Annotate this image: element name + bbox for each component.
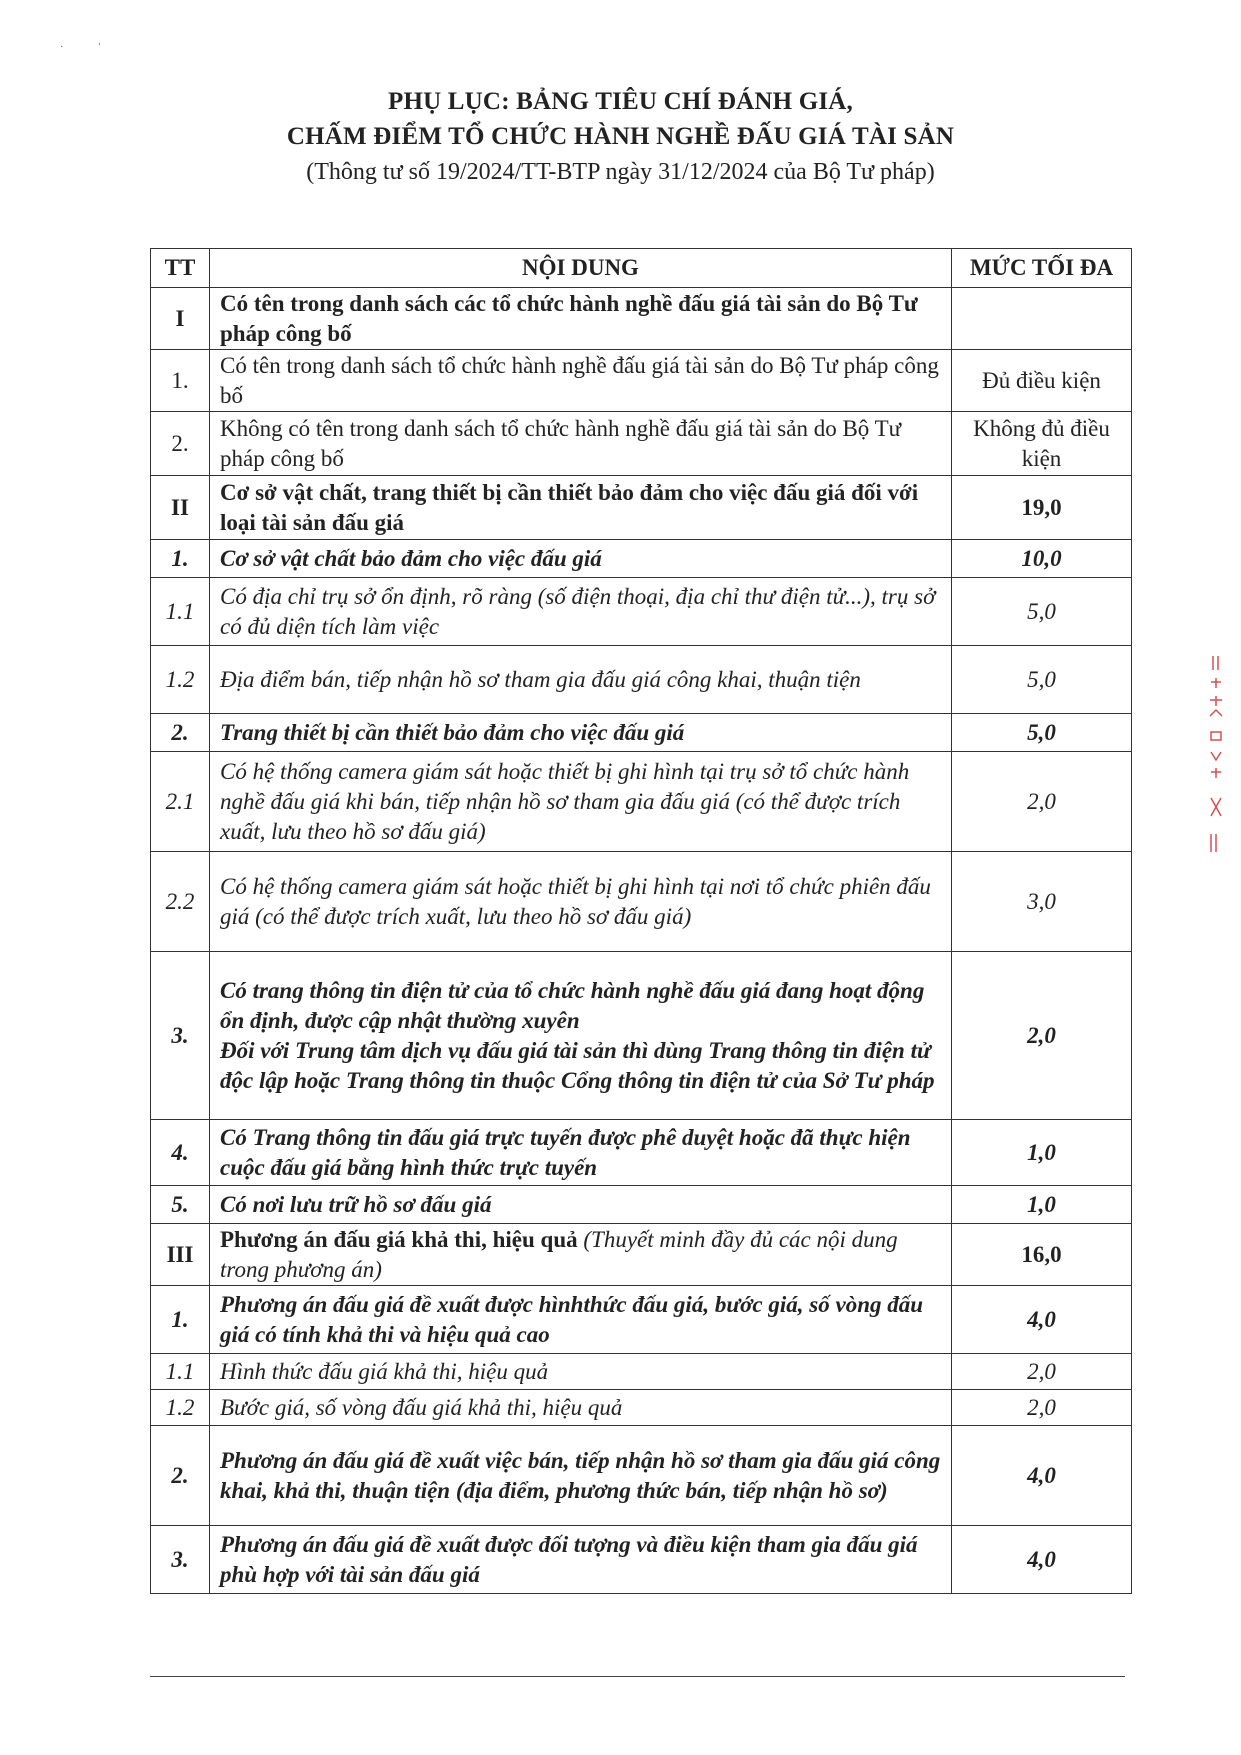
- cell-tt: III: [151, 1224, 210, 1286]
- cell-content: Không có tên trong danh sách tổ chức hành nghề đấu giá tài sản do Bộ Tư pháp công bố: [210, 412, 952, 476]
- cell-max: 4,0: [952, 1426, 1132, 1526]
- cell-content: Có Trang thông tin đấu giá trực tuyến được phê duyệt hoặc đã thực hiện cuộc đấu giá bằng hình thức trực tuyến: [210, 1120, 952, 1186]
- cell-content: Có hệ thống camera giám sát hoặc thiết bị ghi hình tại nơi tổ chức phiên đấu giá (có thể được trích xuất, lưu theo hồ sơ đấu giá): [210, 852, 952, 952]
- table-row: [151, 1390, 1132, 1426]
- cell-max: 16,0: [952, 1224, 1132, 1286]
- table-row: [151, 852, 1132, 952]
- cell-max: 2,0: [952, 752, 1132, 852]
- cell-max: 1,0: [952, 1186, 1132, 1224]
- table-row: [151, 1354, 1132, 1390]
- table-row: [151, 1186, 1132, 1224]
- cell-tt: 1.: [151, 350, 210, 412]
- cell-content: Cơ sở vật chất bảo đảm cho việc đấu giá: [210, 540, 952, 578]
- header-content: NỘI DUNG: [210, 249, 952, 288]
- cell-max: Không đủ điều kiện: [952, 412, 1132, 476]
- cell-tt: 1.: [151, 1286, 210, 1354]
- cell-tt: 1.1: [151, 578, 210, 646]
- cell-content: Có hệ thống camera giám sát hoặc thiết bị ghi hình tại trụ sở tổ chức hành nghề đấu giá khi bán, tiếp nhận hồ sơ tham gia đấu giá (có thể được trích xuất, lưu theo hồ sơ đấu giá): [210, 752, 952, 852]
- cell-tt: 1.2: [151, 646, 210, 714]
- header-max: MỨC TỐI ĐA: [952, 249, 1132, 288]
- cell-max: 2,0: [952, 952, 1132, 1120]
- table-row: [151, 952, 1132, 1120]
- cell-max: 3,0: [952, 852, 1132, 952]
- cell-tt: 2.: [151, 714, 210, 752]
- criteria-table: [150, 248, 1132, 1594]
- title-line-2: CHẤM ĐIỂM TỔ CHỨC HÀNH NGHỀ ĐẤU GIÁ TÀI SẢN: [286, 123, 955, 150]
- cell-content: Có tên trong danh sách tổ chức hành nghề đấu giá tài sản do Bộ Tư pháp công bố: [210, 350, 952, 412]
- cell-tt: 4.: [151, 1120, 210, 1186]
- scan-specks: · ': [60, 42, 101, 53]
- cell-max: [952, 288, 1132, 350]
- cell-content: Phương án đấu giá đề xuất việc bán, tiếp nhận hồ sơ tham gia đấu giá công khai, khả thi, thuận tiện (địa điểm, phương thức bán, tiếp nhận hồ sơ): [210, 1426, 952, 1526]
- table-row: [151, 412, 1132, 476]
- cell-tt: 3.: [151, 952, 210, 1120]
- table-row: [151, 1526, 1132, 1594]
- cell-tt: II: [151, 476, 210, 540]
- cell-content: Có tên trong danh sách các tổ chức hành nghề đấu giá tài sản do Bộ Tư pháp công bố: [210, 288, 952, 350]
- table-row: [151, 350, 1132, 412]
- footer-divider: [150, 1676, 1125, 1677]
- margin-stamp-mark: [1205, 648, 1227, 858]
- cell-max: 5,0: [952, 646, 1132, 714]
- cell-content-line: Có trang thông tin điện tử của tổ chức hành nghề đấu giá đang hoạt động ổn định, được cập nhật thường xuyên: [220, 977, 925, 1033]
- cell-content: Phương án đấu giá đề xuất được đối tượng và điều kiện tham gia đấu giá phù hợp với tài sản đấu giá: [210, 1526, 952, 1594]
- cell-content-main: Phương án đấu giá khả thi, hiệu quả: [220, 1226, 578, 1252]
- table-header-row: [151, 249, 1132, 288]
- cell-max: 4,0: [952, 1526, 1132, 1594]
- cell-tt: 2.: [151, 1426, 210, 1526]
- table-row: [151, 752, 1132, 852]
- cell-content-note: Đối với Trung tâm dịch vụ đấu giá tài sản thì dùng Trang thông tin điện tử độc lập hoặc Trang thông tin thuộc Cổng thông tin điện tử của Sở Tư pháp: [220, 1037, 935, 1093]
- cell-tt: 2.2: [151, 852, 210, 952]
- header-tt: TT: [151, 249, 210, 288]
- cell-max: 4,0: [952, 1286, 1132, 1354]
- table-row: [151, 578, 1132, 646]
- cell-content: Hình thức đấu giá khả thi, hiệu quả: [210, 1354, 952, 1390]
- cell-content: Trang thiết bị cần thiết bảo đảm cho việc đấu giá: [210, 714, 952, 752]
- stamp-glyphs: [1205, 648, 1227, 858]
- cell-tt: 1.: [151, 540, 210, 578]
- cell-tt: 2.: [151, 412, 210, 476]
- table-row: [151, 1426, 1132, 1526]
- cell-content: [210, 952, 952, 1120]
- cell-content: Cơ sở vật chất, trang thiết bị cần thiết bảo đảm cho việc đấu giá đối với loại tài sản đấu giá: [210, 476, 952, 540]
- cell-tt: I: [151, 288, 210, 350]
- cell-max: 10,0: [952, 540, 1132, 578]
- cell-max: 5,0: [952, 578, 1132, 646]
- cell-tt: 2.1: [151, 752, 210, 852]
- cell-tt: 3.: [151, 1526, 210, 1594]
- cell-max: 1,0: [952, 1120, 1132, 1186]
- cell-tt: 5.: [151, 1186, 210, 1224]
- cell-content: Có nơi lưu trữ hồ sơ đấu giá: [210, 1186, 952, 1224]
- table-row: [151, 646, 1132, 714]
- cell-content-note: (Thuyết minh đầy đủ các nội dung trong phương án): [220, 1226, 898, 1282]
- cell-max: 2,0: [952, 1390, 1132, 1426]
- table-row: [151, 540, 1132, 578]
- cell-max: 2,0: [952, 1354, 1132, 1390]
- cell-content: Địa điểm bán, tiếp nhận hồ sơ tham gia đấu giá công khai, thuận tiện: [210, 646, 952, 714]
- document-header: [0, 84, 1241, 190]
- table-row: [151, 476, 1132, 540]
- cell-max: 19,0: [952, 476, 1132, 540]
- table-row: [151, 1224, 1132, 1286]
- table-row: [151, 714, 1132, 752]
- cell-content: Phương án đấu giá đề xuất được hìnhthức đấu giá, bước giá, số vòng đấu giá có tính khả thi và hiệu quả cao: [210, 1286, 952, 1354]
- cell-max: Đủ điều kiện: [952, 350, 1132, 412]
- table-row: [151, 1120, 1132, 1186]
- subtitle: (Thông tư số 19/2024/TT-BTP ngày 31/12/2024 của Bộ Tư pháp): [306, 159, 935, 185]
- cell-max: 5,0: [952, 714, 1132, 752]
- table-row: [151, 1286, 1132, 1354]
- cell-tt: 1.1: [151, 1354, 210, 1390]
- cell-content: [210, 1224, 952, 1286]
- cell-content: Có địa chỉ trụ sở ổn định, rõ ràng (số điện thoại, địa chỉ thư điện tử...), trụ sở có đủ diện tích làm việc: [210, 578, 952, 646]
- cell-content: Bước giá, số vòng đấu giá khả thi, hiệu quả: [210, 1390, 952, 1426]
- table-row: [151, 288, 1132, 350]
- title-line-1: PHỤ LỤC: BẢNG TIÊU CHÍ ĐÁNH GIÁ,: [387, 88, 853, 115]
- cell-tt: 1.2: [151, 1390, 210, 1426]
